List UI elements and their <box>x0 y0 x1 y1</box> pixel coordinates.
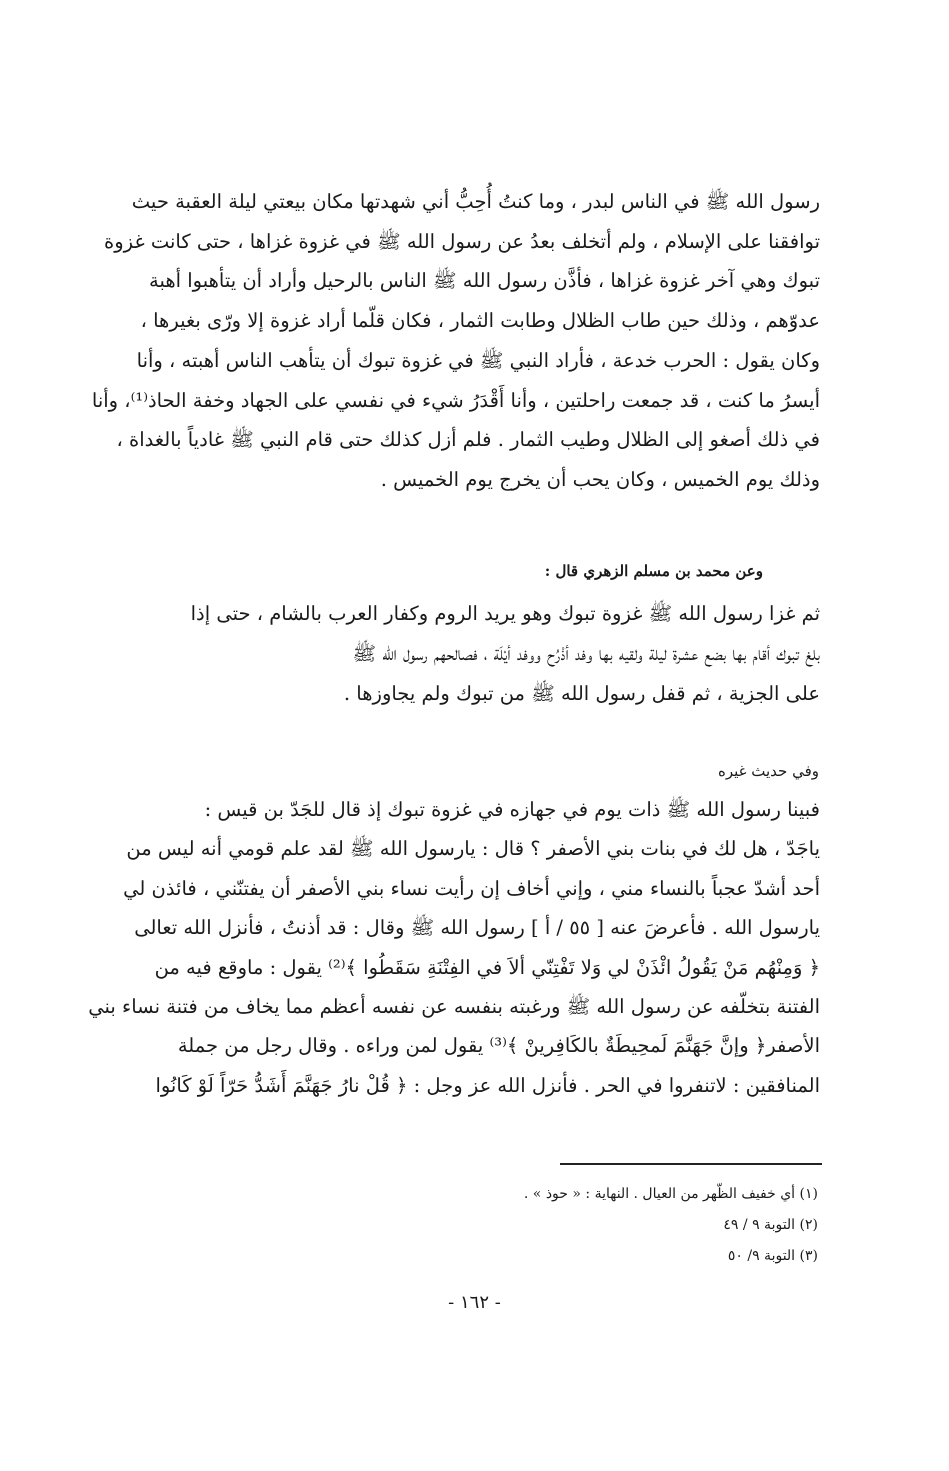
page-number: - ١٦٢ - <box>448 1292 501 1313</box>
text-line: أحد أشدّ عجباً بالنساء مني ، وإني أخاف إن رأيت نساء بني الأصفر أن يفتنّني ، فائذن لي <box>123 876 820 900</box>
text-line: ﴿ وَمِنْهُم مَنْ يَقُولُ ائْذَنْ لي وَلا تَفْتِنّي ألاَ في الفِتْنَةِ سَقَطُوا ﴾⁽²⁾ يقول : ماوقع فيه من <box>154 955 820 979</box>
text-line: يارسول الله . فأعرضَ عنه [ ٥٥ / أ ] رسول الله ﷺ وقال : قد أذنتُ ، فأنزل الله تعالى <box>134 916 820 940</box>
footnote-1: (١) أي خفيف الظّهر من العيال . النهاية : « حوذ » . <box>523 1186 818 1202</box>
footnote-divider <box>560 1163 822 1165</box>
text-line: المنافقين : لاتنفروا في الحر . فأنزل الله عز وجل : ﴿ قُلْ نارُ جَهَنَّمَ أَشَدُّ حَرّاً لَوْ كَانُوا <box>155 1073 820 1097</box>
section-heading-zuhri: وعن محمد بن مسلم الزهري قال : <box>544 562 763 580</box>
text-line: الأصفر﴿ وإنَّ جَهَنَّمَ لَمحِيطَةٌ بالكَافِرينْ ﴾⁽³⁾ يقول لمن وراءه . وقال رجل من جملة <box>177 1034 820 1058</box>
paragraph-2 <box>118 594 820 714</box>
text-line: تبوك وهي آخر غزوة غزاها ، فأذَّن رسول الله ﷺ الناس بالرحيل وأراد أن يتأهبوا أهبة <box>149 269 820 293</box>
footnote-2: (٢) التوبة ٩ / ٤٩ <box>723 1217 818 1233</box>
text-line: على الجزية ، ثم قفل رسول الله ﷺ من تبوك ولم يجاوزها . <box>343 682 820 705</box>
text-line: عدوّهم ، وذلك حين طاب الظلال وطابت الثمار ، فكان قلّما أراد غزوة إلا ورّى بغيرها ، <box>140 309 820 333</box>
text-line: وذلك يوم الخميس ، وكان يحب أن يخرج يوم الخميس . <box>380 467 820 491</box>
paragraph-1 <box>91 182 820 500</box>
text-line: فبينا رسول الله ﷺ ذات يوم في جهازه في غزوة تبوك إذ قال للجَدّ بن قيس : <box>204 798 820 821</box>
text-line: ثم غزا رسول الله ﷺ غزوة تبوك وهو يريد الروم وكفار العرب بالشام ، حتى إذا <box>190 602 820 625</box>
paragraph-3 <box>88 790 820 1105</box>
section-heading-other-hadith: وفي حديث غيره <box>717 762 819 780</box>
text-line: الفتنة بتخلّفه عن رسول الله ﷺ ورغبته بنفسه عن نفسه أعظم مما يخاف من فتنة نساء بني <box>88 995 820 1019</box>
text-line: توافقنا على الإسلام ، ولم أتخلف بعدُ عن رسول الله ﷺ في غزوة غزاها ، حتى كانت غزوة <box>104 229 820 253</box>
text-line: وكان يقول : الحرب خدعة ، فأراد النبي ﷺ في غزوة تبوك أن يتأهب الناس أهبته ، وأنا <box>136 348 820 372</box>
text-line: في ذلك أصغو إلى الظلال وطيب الثمار . فلم أزل كذلك حتى قام النبي ﷺ غادياً بالغداة ، <box>116 428 820 452</box>
footnote-3: (٣) التوبة ٩/ ٥٠ <box>727 1248 818 1264</box>
text-line: ياجَدّ ، هل لك في بنات بني الأصفر ؟ قال : يارسول الله ﷺ لقد علم قومي أنه ليس من <box>126 837 820 861</box>
text-line: أيسرُ ما كنت ، قد جمعت راحلتين ، وأنا أَقْدَرُ شيء في نفسي على الجهاد وخفة الحاذ⁽¹⁾، وأنا <box>91 388 820 412</box>
text-line: رسول الله ﷺ في الناس لبدر ، وما كنتُ أُحِبُّ أني شهدتها مكان بيعتي ليلة العقبة حيث <box>131 190 820 213</box>
text-line: بلغ تبوك أقام بها بضع عشرة ليلة ولقيه بها وفد أذْرُح ووفد أيْلَة ، فصالحهم رسول الله ﷺ <box>352 642 820 665</box>
